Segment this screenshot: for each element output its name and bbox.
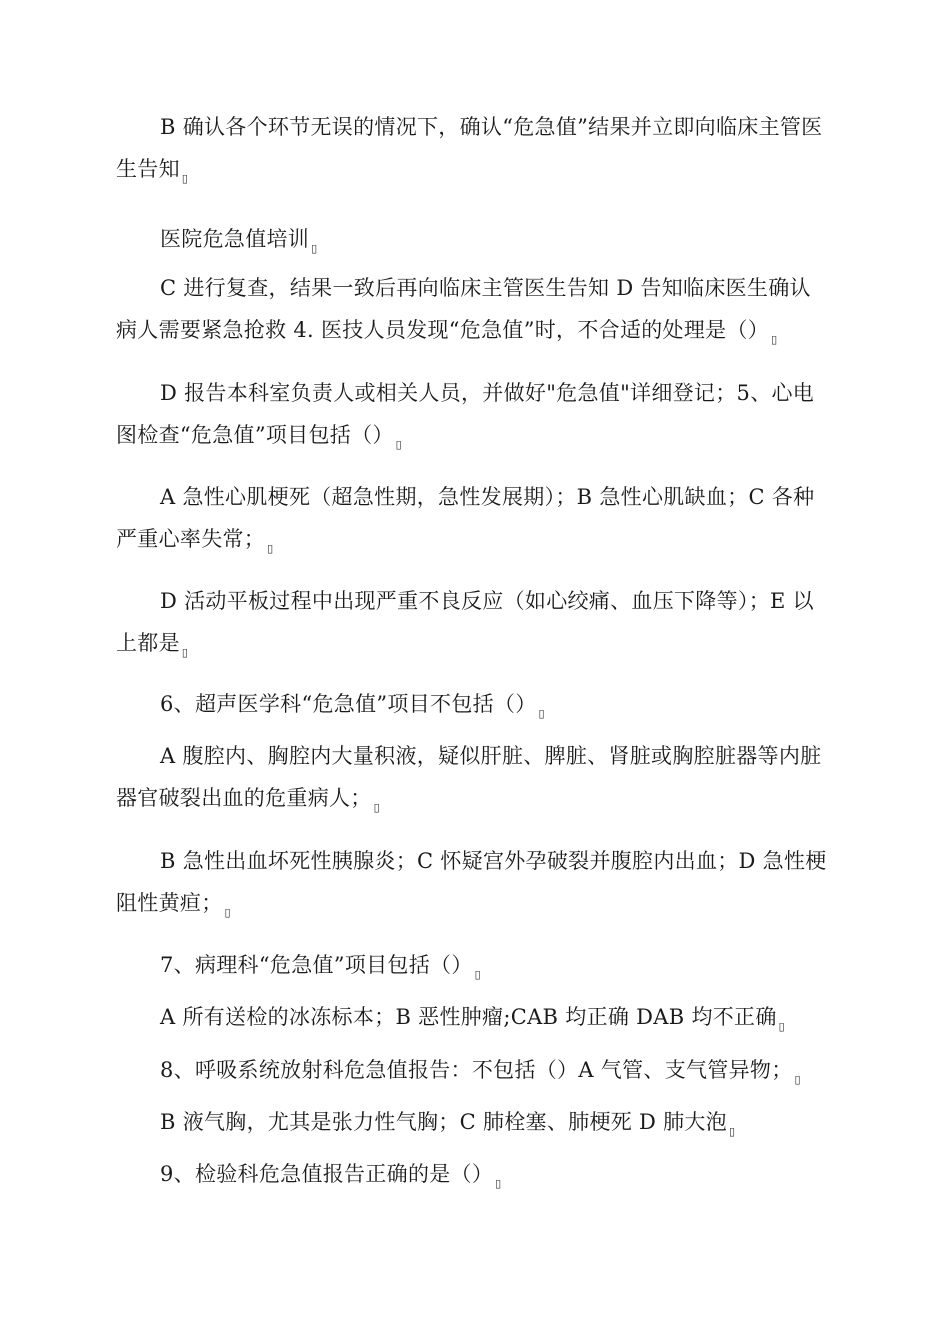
paragraph-2 [116,218,828,260]
paragraph-text: A 腹腔内、胸腔内大量积液，疑似肝脏、脾脏、肾脏或胸腔脏器等内脏器官破裂出血的危重病人； [116,744,822,810]
paragraph-1 [116,106,828,190]
paragraph-text: C 进行复查，结果一致后再向临床主管医生告知 D 告知临床医生确认病人需要紧急抢救 4. 医技人员发现“危急值”时，不合适的处理是（） [116,276,811,342]
paragraph-end-mark: ▯ [395,438,403,451]
paragraph-11 [116,996,828,1038]
paragraph-text: 9、检验科危急值报告正确的是（） [160,1162,494,1186]
paragraph-7 [116,683,828,725]
paragraph-text: D 报告本科室负责人或相关人员，并做好"危急值"详细登记；5、心电图检查“危急值”项目包括（） [116,381,815,447]
paragraph-end-mark: ▯ [474,968,481,981]
paragraph-end-mark: ▯ [373,801,380,814]
paragraph-text: B 液气胸，尤其是张力性气胸；C 肺栓塞、肺梗死 D 肺大泡 [160,1110,728,1134]
paragraph-4 [116,372,828,456]
paragraph-end-mark: ▯ [729,1125,736,1138]
paragraph-6 [116,580,828,664]
paragraph-5 [116,476,828,560]
paragraph-end-mark: ▯ [794,1073,801,1086]
paragraph-12 [116,1049,828,1091]
paragraph-13 [116,1101,828,1143]
paragraph-14 [116,1153,828,1195]
paragraph-3 [116,267,828,351]
paragraph-end-mark: ▯ [181,172,189,185]
paragraph-end-mark: ▯ [311,242,318,255]
paragraph-text: 6、超声医学科“危急值”项目不包括（） [160,692,537,716]
paragraph-end-mark: ▯ [778,1020,786,1033]
paragraph-text: D 活动平板过程中出现严重不良反应（如心绞痛、血压下降等）；E 以上都是 [116,589,814,655]
paragraph-end-mark: ▯ [224,906,231,919]
paragraph-end-mark: ▯ [267,542,274,555]
paragraph-10 [116,944,828,986]
paragraph-text: 8、呼吸系统放射科危急值报告：不包括（）A 气管、支气管异物； [160,1058,793,1082]
paragraph-text: B 急性出血坏死性胰腺炎；C 怀疑宫外孕破裂并腹腔内出血；D 急性梗阻性黄疸； [116,849,827,915]
paragraph-9 [116,840,828,924]
paragraph-8 [116,735,828,819]
paragraph-end-mark: ▯ [181,646,189,659]
paragraph-text: A 所有送检的冰冻标本；B 恶性肿瘤;CAB 均正确 DAB 均不正确 [160,1005,777,1029]
paragraph-end-mark: ▯ [538,707,545,720]
paragraph-text: 7、病理科“危急值”项目包括（） [160,953,473,977]
paragraph-text: A 急性心肌梗死（超急性期，急性发展期）；B 急性心肌缺血；C 各种严重心率失常； [116,485,815,551]
paragraph-text: B 确认各个环节无误的情况下，确认“危急值”结果并立即向临床主管医生告知 [116,115,823,181]
paragraph-text: 医院危急值培训 [160,227,310,251]
paragraph-end-mark: ▯ [495,1177,502,1190]
paragraph-end-mark: ▯ [771,333,778,346]
